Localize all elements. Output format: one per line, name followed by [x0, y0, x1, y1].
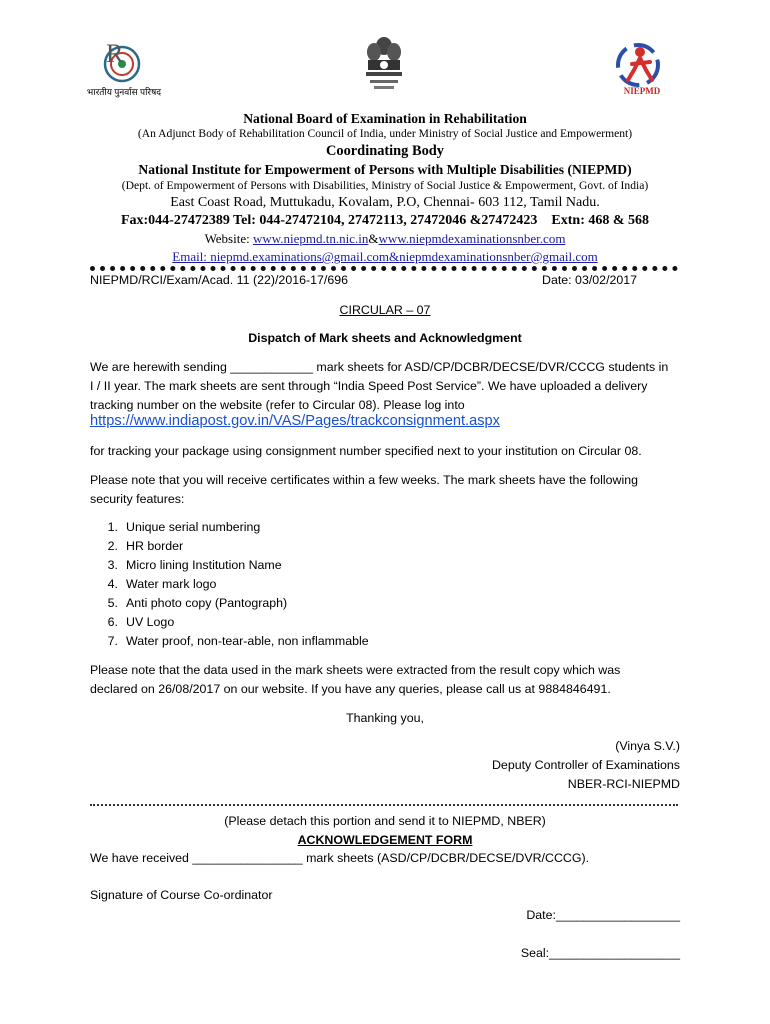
board-name: National Board of Examination in Rehabilitation: [243, 111, 527, 126]
closing: Thanking you,: [346, 711, 424, 725]
body-paragraph-4: [90, 661, 690, 699]
signatory-org: NBER-RCI-NIEPMD: [567, 777, 680, 791]
para4-line1: Please note that the data used in the mark sheets were extracted from the result copy which was: [90, 663, 621, 677]
website-link-1[interactable]: www.niepmd.tn.nic.in: [252, 231, 369, 246]
para1-line2: I / II year. The mark sheets are sent through “India Speed Post Service”. We have uploaded a delivery: [90, 379, 648, 393]
rci-logo-caption: भारतीय पुनर्वास परिषद: [86, 87, 162, 97]
niepmd-logo-caption: NIEPMD: [623, 86, 661, 96]
niepmd-logo: [614, 40, 666, 90]
list-item: 3. Micro lining Institution Name: [107, 558, 282, 572]
website-line: [0, 231, 770, 247]
para3-line2: security features:: [90, 492, 185, 506]
signature-block: [420, 737, 680, 794]
email-line: [0, 249, 770, 265]
circular-subject: Dispatch of Mark sheets and Acknowledgment: [248, 331, 522, 345]
adjunct-note: (An Adjunct Body of Rehabilitation Council of India, under Ministry of Social Justice and Empowerment): [137, 127, 633, 140]
para4-line2: declared on 26/08/2017 on our website. If you have any queries, please call us at 9884846491.: [90, 682, 611, 696]
amp-2: &: [388, 249, 400, 264]
email-label: Email:: [172, 249, 211, 264]
detach-note: (Please detach this portion and send it to NIEPMD, NBER): [224, 814, 546, 828]
para3-line1: Please note that you will receive certificates within a few weeks. The mark sheets have the following: [90, 473, 638, 487]
address: East Coast Road, Muttukadu, Kovalam, P.O, Chennai- 603 112, Tamil Nadu.: [170, 195, 600, 210]
para1-line1: We are herewith sending ____________ mark sheets for ASD/CP/DCBR/DECSE/DVR/CCCG students in: [90, 360, 669, 374]
ack-received: We have received ________________ mark sheets (ASD/CP/DCBR/DECSE/DVR/CCCG).: [90, 851, 590, 865]
circular-date: Date: 03/02/2017: [542, 273, 638, 287]
circular-label: CIRCULAR – 07: [339, 303, 431, 317]
list-item: 7. Water proof, non-tear-able, non inflammable: [107, 634, 369, 648]
department-note: (Dept. of Empowerment of Persons with Disabilities, Ministry of Social Justice & Empowerment, Govt. of India): [121, 179, 649, 192]
signatory-name: (Vinya S.V.): [615, 739, 680, 753]
body-paragraph-3: [90, 471, 690, 509]
tracking-link[interactable]: https://www.indiapost.gov.in/VAS/Pages/trackconsignment.aspx: [90, 413, 500, 429]
email-link-1[interactable]: niepmd.examinations@gmail.com: [210, 249, 389, 264]
body-paragraph-1: [90, 358, 690, 415]
ack-title: ACKNOWLEDGEMENT FORM: [297, 833, 473, 847]
list-item: 4. Water mark logo: [107, 577, 217, 591]
email-link-2[interactable]: niepmdexaminationsnber@gmail.com: [399, 249, 598, 264]
amp: &: [368, 231, 379, 246]
ack-seal-field: Seal:___________________: [520, 946, 680, 960]
contact-numbers: Fax:044-27472389 Tel: 044-27472104, 27472113, 27472046 &27472423 Extn: 468 & 568: [120, 213, 650, 228]
emblem-icon: [362, 34, 406, 98]
list-item: 1. Unique serial numbering: [107, 520, 261, 534]
para1-line3: tracking number on the website (refer to Circular 08). Please log into: [90, 398, 465, 412]
website-link-2[interactable]: www.niepmdexaminationsnber.com: [378, 231, 566, 246]
ack-signature-label: Signature of Course Co-ordinator: [90, 888, 273, 902]
security-features-list: [92, 518, 369, 651]
list-item: 5. Anti photo copy (Pantograph): [107, 596, 288, 610]
list-item: 2. HR border: [107, 539, 184, 553]
reference-number: NIEPMD/RCI/Exam/Acad. 11 (22)/2016-17/696: [90, 273, 349, 287]
rci-logo-mark: R: [106, 40, 124, 68]
detach-divider: [90, 804, 678, 806]
signatory-title: Deputy Controller of Examinations: [491, 758, 680, 772]
body-paragraph-2: for tracking your package using consignment number specified next to your institution on Circular 08.: [90, 444, 642, 458]
ack-date-field: Date:__________________: [526, 908, 680, 922]
list-item: 6. UV Logo: [107, 615, 175, 629]
institute-name: National Institute for Empowerment of Persons with Multiple Disabilities (NIEPMD): [138, 162, 632, 177]
website-label: Website:: [204, 231, 253, 246]
coordinating-body: Coordinating Body: [326, 143, 444, 159]
